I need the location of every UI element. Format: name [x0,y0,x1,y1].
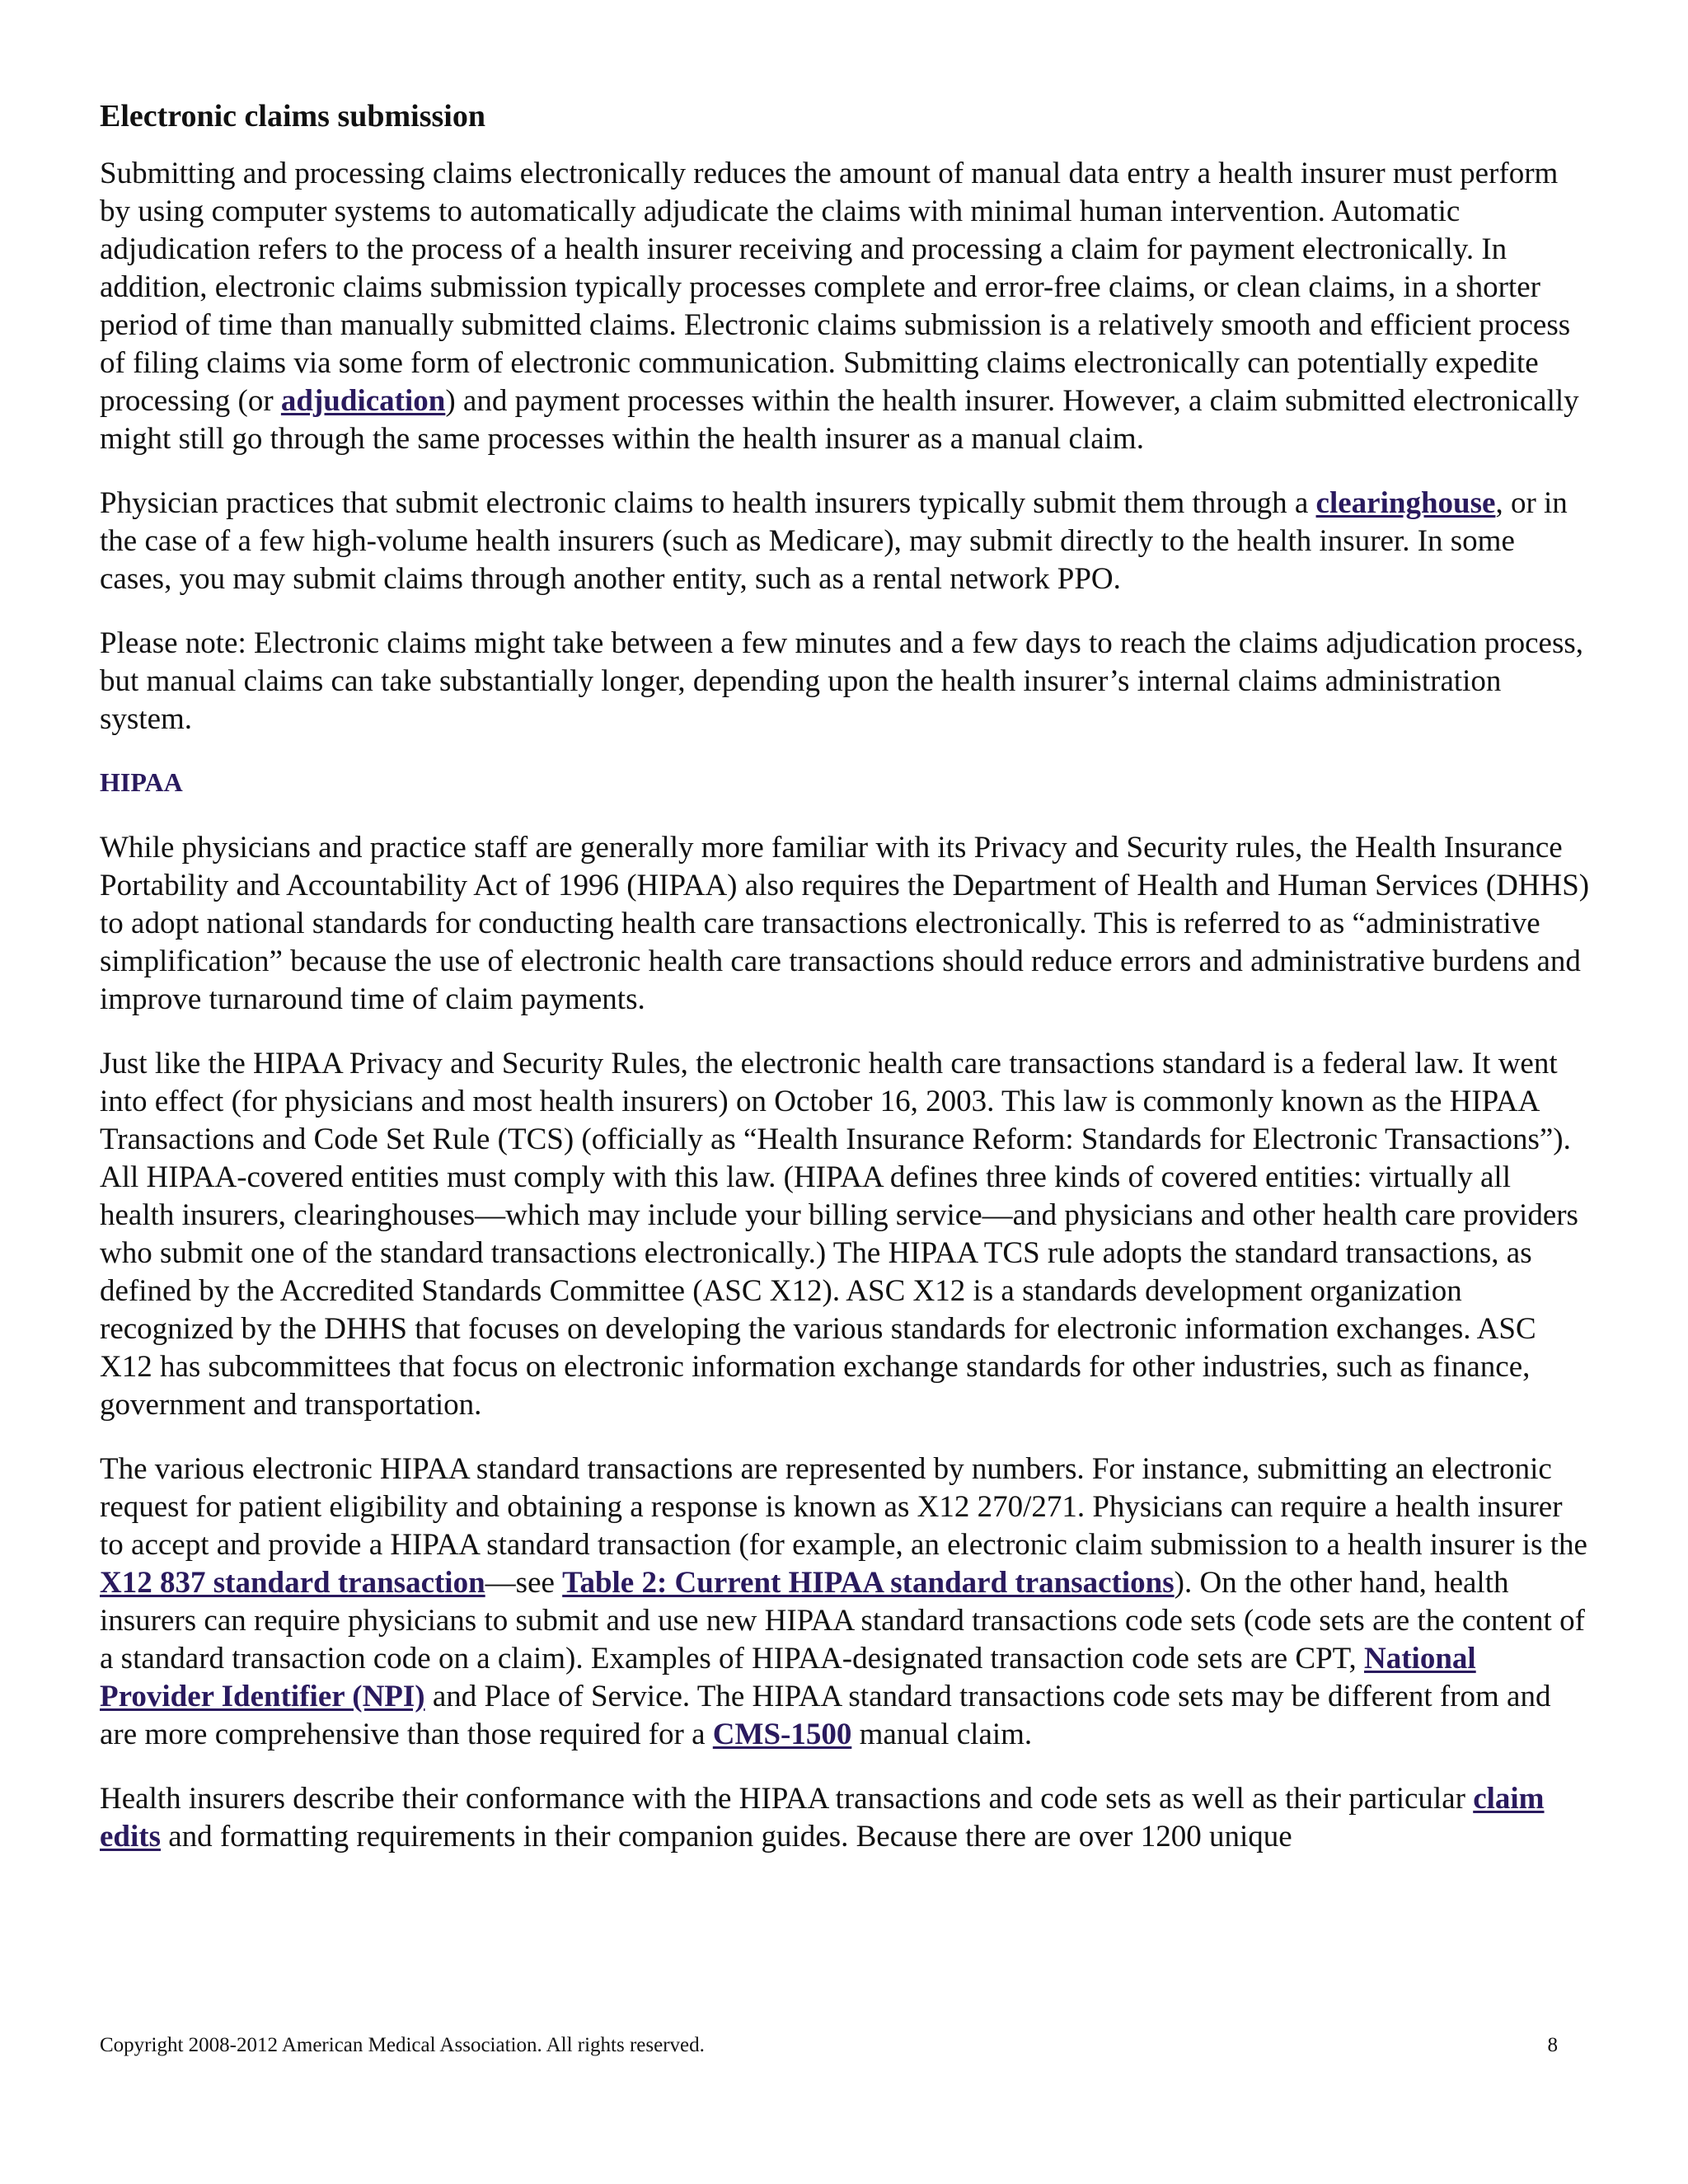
paragraph-please-note: Please note: Electronic claims might take between a few minutes and a few days to reach the claims adjudication process, but manual claims can take substantially longer, depending upon the health insurer’s internal claims administration system. [100,626,1584,736]
paragraph-standard-transactions [100,1451,1592,1754]
paragraph-text: Physician practices that submit electronic claims to health insurers typically submit them through a [100,486,1316,520]
paragraph-text: manual claim. [851,1718,1033,1751]
link-adjudication[interactable]: adjudication [280,384,446,418]
link-claim-edits[interactable]: claim edits [100,1782,1545,1854]
paragraph-hipaa-intro: While physicians and practice staff are generally more familiar with its Privacy and Security rules, the Health Insurance Portability and Accountability Act of 1996 (HIPAA) also requires the Department of Health and Human Services (DHHS) to adopt national standards for conducting health care transactions electronically. This is referred to as “administrative simplification” because the use of electronic health care transactions should reduce errors and administrative burdens and improve turnaround time of claim payments. [100,831,1590,1016]
hipaa-heading: HIPAA [100,767,183,797]
link-x12-837[interactable]: X12 837 standard transaction [100,1566,485,1600]
paragraph-hipaa-tcs: Just like the HIPAA Privacy and Security Rules, the electronic health care transactions standard is a federal law. It went into effect (for physicians and most health insurers) on October 16, 2003. This law is commonly known as the HIPAA Transactions and Code Set Rule (TCS) (officially as “Health Insurance Reform: Standards for Electronic Transactions”). All HIPAA-covered entities must comply with this law. (HIPAA defines three kinds of covered entities: virtually all health insurers, clearinghouses—which may include your billing service—and physicians and other health care providers who submit one of the standard transactions electronically.) The HIPAA TCS rule adopts the standard transactions, as defined by the Accredited Standards Committee (ASC X12). ASC X12 is a standards development organization recognized by the DHHS that focuses on developing the various standards for electronic information exchanges. ASC X12 has subcommittees that focus on electronic information exchange standards for other industries, such as finance, government and transportation. [100,1047,1578,1422]
paragraph-text: and formatting requirements in their companion guides. Because there are over 1200 unique [161,1820,1292,1854]
paragraph-text: and Place of Service. The HIPAA standard transactions code sets may be different from and are more comprehensive than those required for a [100,1680,1551,1751]
paragraph-text: ). On the other hand, health insurers can require physicians to submit and use new HIPAA standard transactions code sets (code sets are the content of a standard transaction code on a claim). Examples of HIPAA-designated transaction code sets are CPT, [100,1566,1585,1675]
page-content [100,97,1592,1882]
paragraph-text: , or in the case of a few high-volume health insurers (such as Medicare), may submit directly to the health insurer. In some cases, you may submit claims through another entity, such as a rental network PPO. [100,486,1568,596]
page-number: 8 [1547,2034,1558,2056]
section-title: Electronic claims submission [100,99,485,134]
paragraph-companion-guides [100,1780,1592,1856]
link-cms-1500[interactable]: CMS-1500 [712,1718,852,1751]
footer-copyright: Copyright 2008-2012 American Medical Association. All rights reserved. [100,2034,705,2056]
paragraph-clearinghouse [100,485,1592,598]
paragraph-text: The various electronic HIPAA standard transactions are represented by numbers. For instance, submitting an electronic request for patient eligibility and obtaining a response is known as X12 270/271. Physicians can require a health insurer to accept and provide a HIPAA standard transaction (for example, an electronic claim submission to a health insurer is the [100,1452,1587,1562]
paragraph-text: ) and payment processes within the health insurer. However, a claim submitted electronically might still go through the same processes within the health insurer as a manual claim. [100,384,1579,456]
link-table-2[interactable]: Table 2: Current HIPAA standard transactions [562,1566,1175,1600]
paragraph-text: Health insurers describe their conformance with the HIPAA transactions and code sets as well as their particular [100,1782,1474,1816]
link-clearinghouse[interactable]: clearinghouse [1315,486,1496,520]
paragraph-text: —see [485,1566,563,1600]
link-npi[interactable]: National Provider Identifier (NPI) [100,1642,1476,1713]
paragraph-electronic-claims [100,155,1592,458]
paragraph-text: Submitting and processing claims electronically reduces the amount of manual data entry a health insurer must perform by using computer systems to automatically adjudicate the claims with minimal human intervention. Automatic adjudication refers to the process of a health insurer receiving and processing a claim for payment electronically. In addition, electronic claims submission typically processes complete and error-free claims, or clean claims, in a shorter period of time than manually submitted claims. Electronic claims submission is a relatively smooth and efficient process of filing claims via some form of electronic communication. Submitting claims electronically can potentially expedite processing (or [100,157,1571,418]
